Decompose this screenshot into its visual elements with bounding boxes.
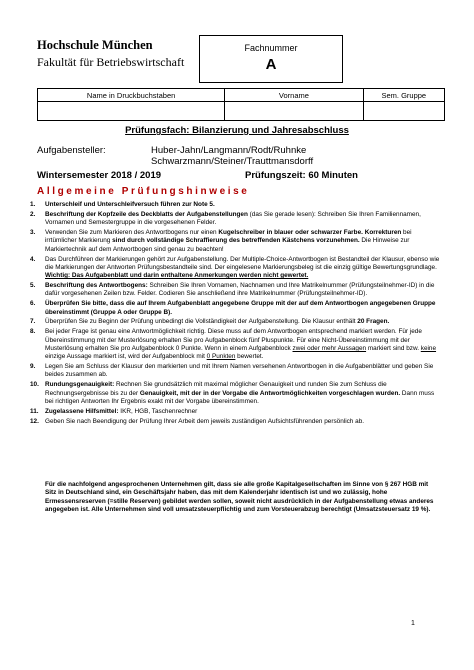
fachnummer-label: Fachnummer (244, 43, 298, 53)
name-column-header: Name in Druckbuchstaben (38, 89, 225, 102)
hint-number: 9. (30, 363, 36, 371)
hint-number: 7. (30, 318, 36, 326)
hint-number: 3. (30, 229, 36, 237)
page-number: 1 (411, 620, 415, 627)
hint-text: Schreiben Sie Ihren Vornamen, Nachnamen und Ihre Matrikelnummer (Prüfungsteilnehmer-ID) in die dafür vorgesehenen Zeilen bzw. Felder. Codieren Sie anschließend ihre Matrikelnummer (Prüfungsteilnehmer-ID). (45, 282, 435, 298)
hint-text: Beschriftung der Kopfzeile des Deckblatts der Aufgabenstellungen (45, 210, 248, 218)
name-table (37, 88, 445, 121)
authors-line-2: Schwarzmann/Steiner/Trauttmansdorff (151, 156, 314, 167)
hint-text: keine (420, 344, 437, 352)
hint-text: bei irrtümlicher Markierung (45, 229, 412, 245)
hint-text: Beschriftung des Antwortbogens: (45, 282, 148, 290)
hint-number: 6. (30, 300, 36, 308)
exam-subject: Prüfungsfach: Bilanzierung und Jahresabschluss (125, 125, 349, 136)
hint-number: 1. (30, 201, 36, 208)
hint-number: 11. (30, 407, 39, 415)
firstname-column-header: Vorname (225, 89, 363, 102)
hint-item (30, 408, 442, 416)
hint-text: Legen Sie am Schluss der Klausur den markierten und mit Ihrem Namen versehenen Antwortbogen in die Aufgabenblätter und geben Sie beides zusammen ab. (45, 363, 434, 379)
hint-text: IKR, HGB, Taschenrechner (118, 407, 198, 415)
fachnummer-value: A (265, 56, 277, 73)
hint-number: 5. (30, 282, 36, 290)
authors-line-1: Huber-Jahn/Langmann/Rodt/Ruhnke (151, 145, 307, 156)
hint-item (30, 363, 442, 380)
hint-text: (das Sie gerade lesen): Schreiben Sie Ihren Familiennamen, Vornamen und Semestergruppe in die vorgesehenen Felder. (45, 210, 421, 227)
hint-text: Verwenden Sie zum Markieren des Antwortbogens nur einen (45, 229, 219, 237)
hint-item (30, 229, 442, 254)
hint-text: bewertet. (235, 353, 264, 361)
hint-item (30, 211, 442, 228)
firstname-field[interactable] (225, 102, 363, 121)
hint-text: Das Durchführen der Markierungen gehört zur Aufgabenstellung. Der Multiple-Choice-Antwortbogen ist Bestandteil der Klausur, ebenso wie die Markierungen der Antworten Prüfungsbestandteile sind. Der eingelesene Markierungsbeleg ist die einzig gültige Bewertungsgrundlage. (45, 255, 440, 271)
hint-text: Korrekturen (364, 229, 402, 237)
hint-item (30, 318, 442, 326)
hint-text: Kugelschreiber in blauer oder schwarzer Farbe. (218, 229, 363, 237)
hints-title: Allgemeine Prüfungshinweise (37, 186, 250, 197)
hint-text: Die Hinweise zur Markiertechnik auf dem Antwortbogen sind genau zu beachten! (45, 237, 410, 253)
hint-text: Geben Sie nach Beendigung der Prüfung Ihrer Arbeit dem jeweils zuständigen Aufsichtsführenden persönlich ab. (45, 417, 365, 425)
hint-text: 20 Fragen. (357, 318, 390, 326)
hint-item (30, 418, 442, 426)
hint-number: 2. (30, 210, 36, 218)
hint-text: Wichtig: Das Aufgabenblatt und darin enthaltene Anmerkungen werden nicht gewertet. (45, 272, 309, 280)
school-name: Hochschule München (37, 38, 153, 52)
hint-number: 10. (30, 381, 39, 389)
hint-text: sind durch vollständige Schraffierung des betreffenden Kästchens vorzunehmen. (112, 237, 360, 245)
hint-number: 12. (30, 417, 39, 425)
hint-text: Rechnen Sie grundsätzlich mit maximal möglicher Genauigkeit und runden Sie zum Schluss die Rechnungsergebnisse bis zu der (45, 381, 387, 397)
hint-number: 4. (30, 255, 36, 263)
hint-item (30, 256, 442, 281)
group-field[interactable] (363, 102, 444, 121)
fachnummer-box (199, 35, 343, 83)
hint-text: einzige Aussage markiert ist, wird der Aufgabenblock mit (45, 353, 207, 361)
hint-text: Rundungsgenauigkeit: (45, 381, 115, 389)
hint-text: markiert sind bzw. (366, 344, 421, 352)
hint-item (30, 328, 442, 361)
hint-text: Bei jeder Frage ist genau eine Antwortmöglichkeit richtig. Diese muss auf dem Antwortbogen entsprechend markiert werden. Für jede Übereinstimmung mit der Musterlösung erhalten Sie pro Aufgabenblock fünf Pluspunkte. Für eine Nicht-Übereinstimmung mit der Musterlösung erhalten Sie pro Aufgabenblock 0 Punkte. Wenn in einem Aufgabenblock (45, 328, 422, 352)
hint-text: Genauigkeit, mit der in der Vorgabe die Antwortmöglichkeiten vorgeschlagen wurden. (139, 389, 401, 397)
semester: Wintersemester 2018 / 2019 (37, 170, 162, 181)
hint-text: Zugelassene Hilfsmittel: (45, 407, 119, 415)
hint-item (30, 300, 442, 317)
hint-text: Dann muss bei richtigen Antworten Ihr Ergebnis exakt mit der Vorgabe übereinstimmen. (45, 389, 435, 405)
hint-text: Überprüfen Sie zu Beginn der Prüfung unbedingt die Vollständigkeit der Aufgabenstellung. Die Klausur enthält (45, 318, 358, 326)
faculty-name: Fakultät für Betriebswirtschaft (37, 55, 185, 69)
exam-duration: Prüfungszeit: 60 Minuten (245, 170, 358, 181)
hint-text: Unterschleif und Unterschleifversuch führen zur Note 5. (45, 201, 215, 208)
hint-item (30, 381, 442, 406)
name-field[interactable] (38, 102, 225, 121)
hint-text: 0 Punkten (206, 353, 236, 361)
group-column-header: Sem. Gruppe (363, 89, 444, 102)
final-note: Für die nachfolgend angesprochenen Unternehmen gilt, dass sie alle große Kapitalgesellschaften im Sinne von § 267 HGB mit Sitz in Deutschland sind, ein Geschäftsjahr haben, das mit dem Kalenderjahr identisch ist und wo zulässig, hohe Ermessensreserven (=stille Reserven) gebildet werden sollen, soweit nicht ausdrücklich in der Aufgabenstellung etwas anderes angegeben ist. Alle Unternehmen sind voll umsatzsteuerpflichtig und zum Vorsteuerabzug berechtigt (Umsatzsteuersatz 19 %). (45, 481, 434, 514)
hint-item (30, 201, 442, 209)
hint-text: Überprüfen Sie bitte, dass die auf Ihrem Aufgabenblatt angegebene Gruppe mit der auf dem Antwortbogen angegebenen Gruppe übereinstimmt (Gruppe A oder Gruppe B). (45, 300, 436, 316)
hint-text: zwei oder mehr Aussagen (292, 344, 367, 352)
hint-item (30, 282, 442, 299)
hint-number: 8. (30, 328, 36, 336)
authors-label: Aufgabensteller: (37, 145, 106, 156)
hints-list (30, 201, 442, 428)
